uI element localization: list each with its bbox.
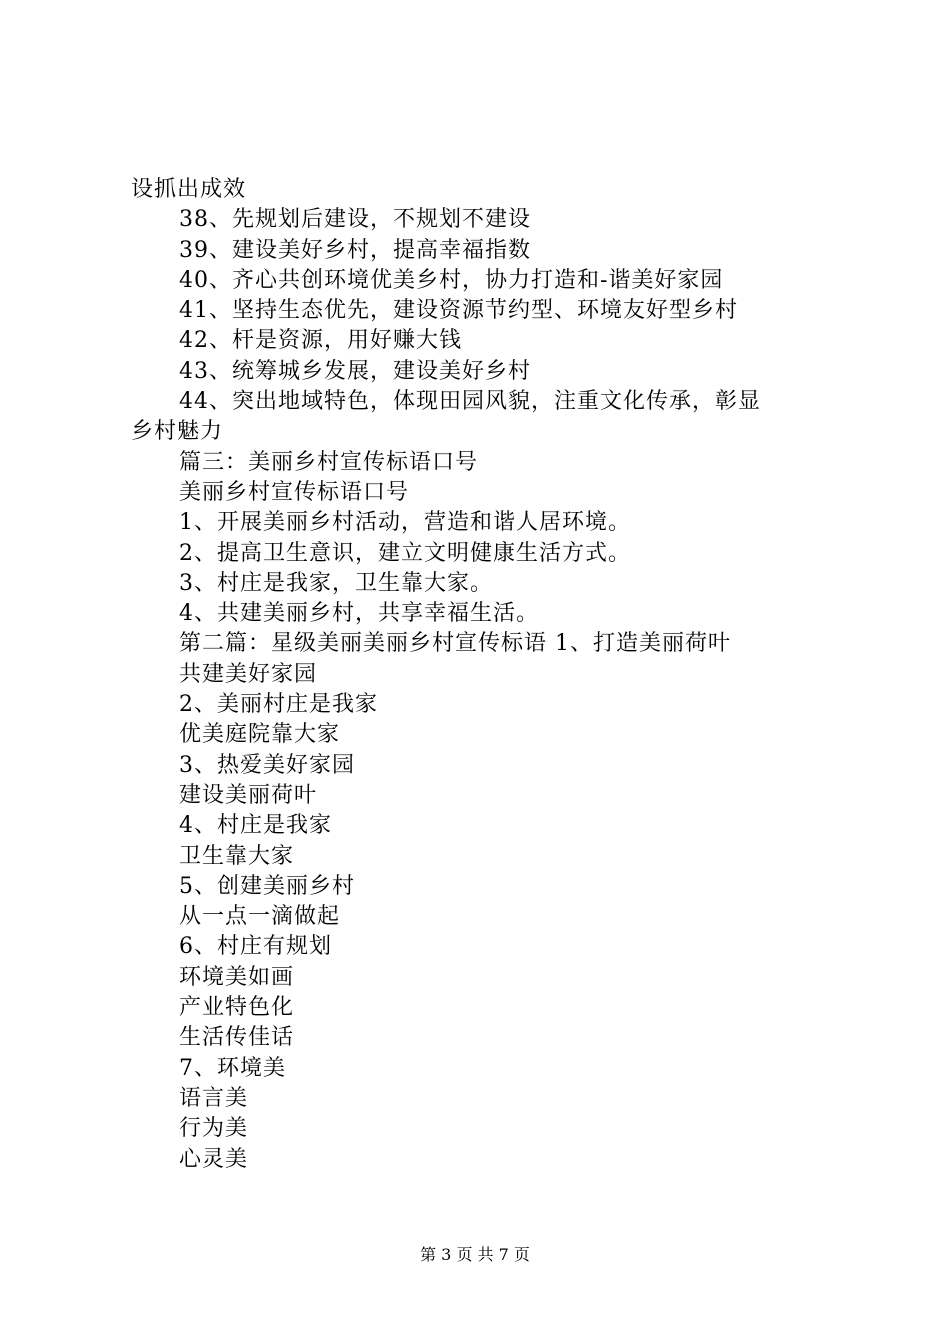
- text-line: 语言美: [179, 1085, 249, 1111]
- text-line: 心灵美: [179, 1146, 249, 1172]
- text-line: 从一点一滴做起: [179, 904, 341, 930]
- text-line: 第二篇：星级美丽美丽乡村宣传标语 1、打造美丽荷叶: [179, 631, 731, 657]
- text-line: 4、村庄是我家: [179, 813, 332, 839]
- text-line: 44、突出地域特色，体现田园风貌，注重文化传承，彰显: [179, 389, 761, 415]
- text-line: 4、共建美丽乡村，共享幸福生活。: [179, 601, 539, 627]
- text-line: 2、美丽村庄是我家: [179, 692, 378, 718]
- text-line: 卫生靠大家: [179, 843, 295, 869]
- text-line: 43、统筹城乡发展，建设美好乡村: [179, 358, 531, 384]
- text-line: 建设美丽荷叶: [179, 782, 318, 808]
- text-line: 38、先规划后建设，不规划不建设: [179, 207, 531, 233]
- text-line: 39、建设美好乡村，提高幸福指数: [179, 237, 531, 263]
- text-line: 6、村庄有规划: [179, 934, 332, 960]
- text-line: 3、热爱美好家园: [179, 752, 355, 778]
- text-line: 优美庭院靠大家: [179, 722, 341, 748]
- text-line: 2、提高卫生意识，建立文明健康生活方式。: [179, 540, 631, 566]
- text-line: 美丽乡村宣传标语口号: [179, 479, 410, 505]
- text-line: 共建美好家园: [179, 661, 318, 687]
- text-line: 3、村庄是我家，卫生靠大家。: [179, 570, 493, 596]
- text-line: 篇三：美丽乡村宣传标语口号: [179, 449, 479, 475]
- text-line: 环境美如画: [179, 964, 295, 990]
- text-line: 设抓出成效: [131, 177, 247, 202]
- document-body: [131, 175, 851, 1175]
- text-line: 42、杆是资源，用好赚大钱: [179, 328, 462, 354]
- text-line: 乡村魅力: [131, 419, 224, 445]
- text-line: 生活传佳话: [179, 1025, 295, 1051]
- text-line: 7、环境美: [179, 1055, 286, 1081]
- text-line: 40、齐心共创环境优美乡村，协力打造和-谐美好家园: [179, 267, 724, 293]
- text-line: 行为美: [179, 1116, 249, 1142]
- text-line: 5、创建美丽乡村: [179, 873, 355, 899]
- text-line: 产业特色化: [179, 995, 295, 1021]
- text-line: 41、坚持生态优先，建设资源节约型、环境友好型乡村: [179, 298, 738, 324]
- text-line: 1、开展美丽乡村活动，营造和谐人居环境。: [179, 510, 631, 536]
- page-footer: 第 3 页 共 7 页: [420, 1245, 530, 1264]
